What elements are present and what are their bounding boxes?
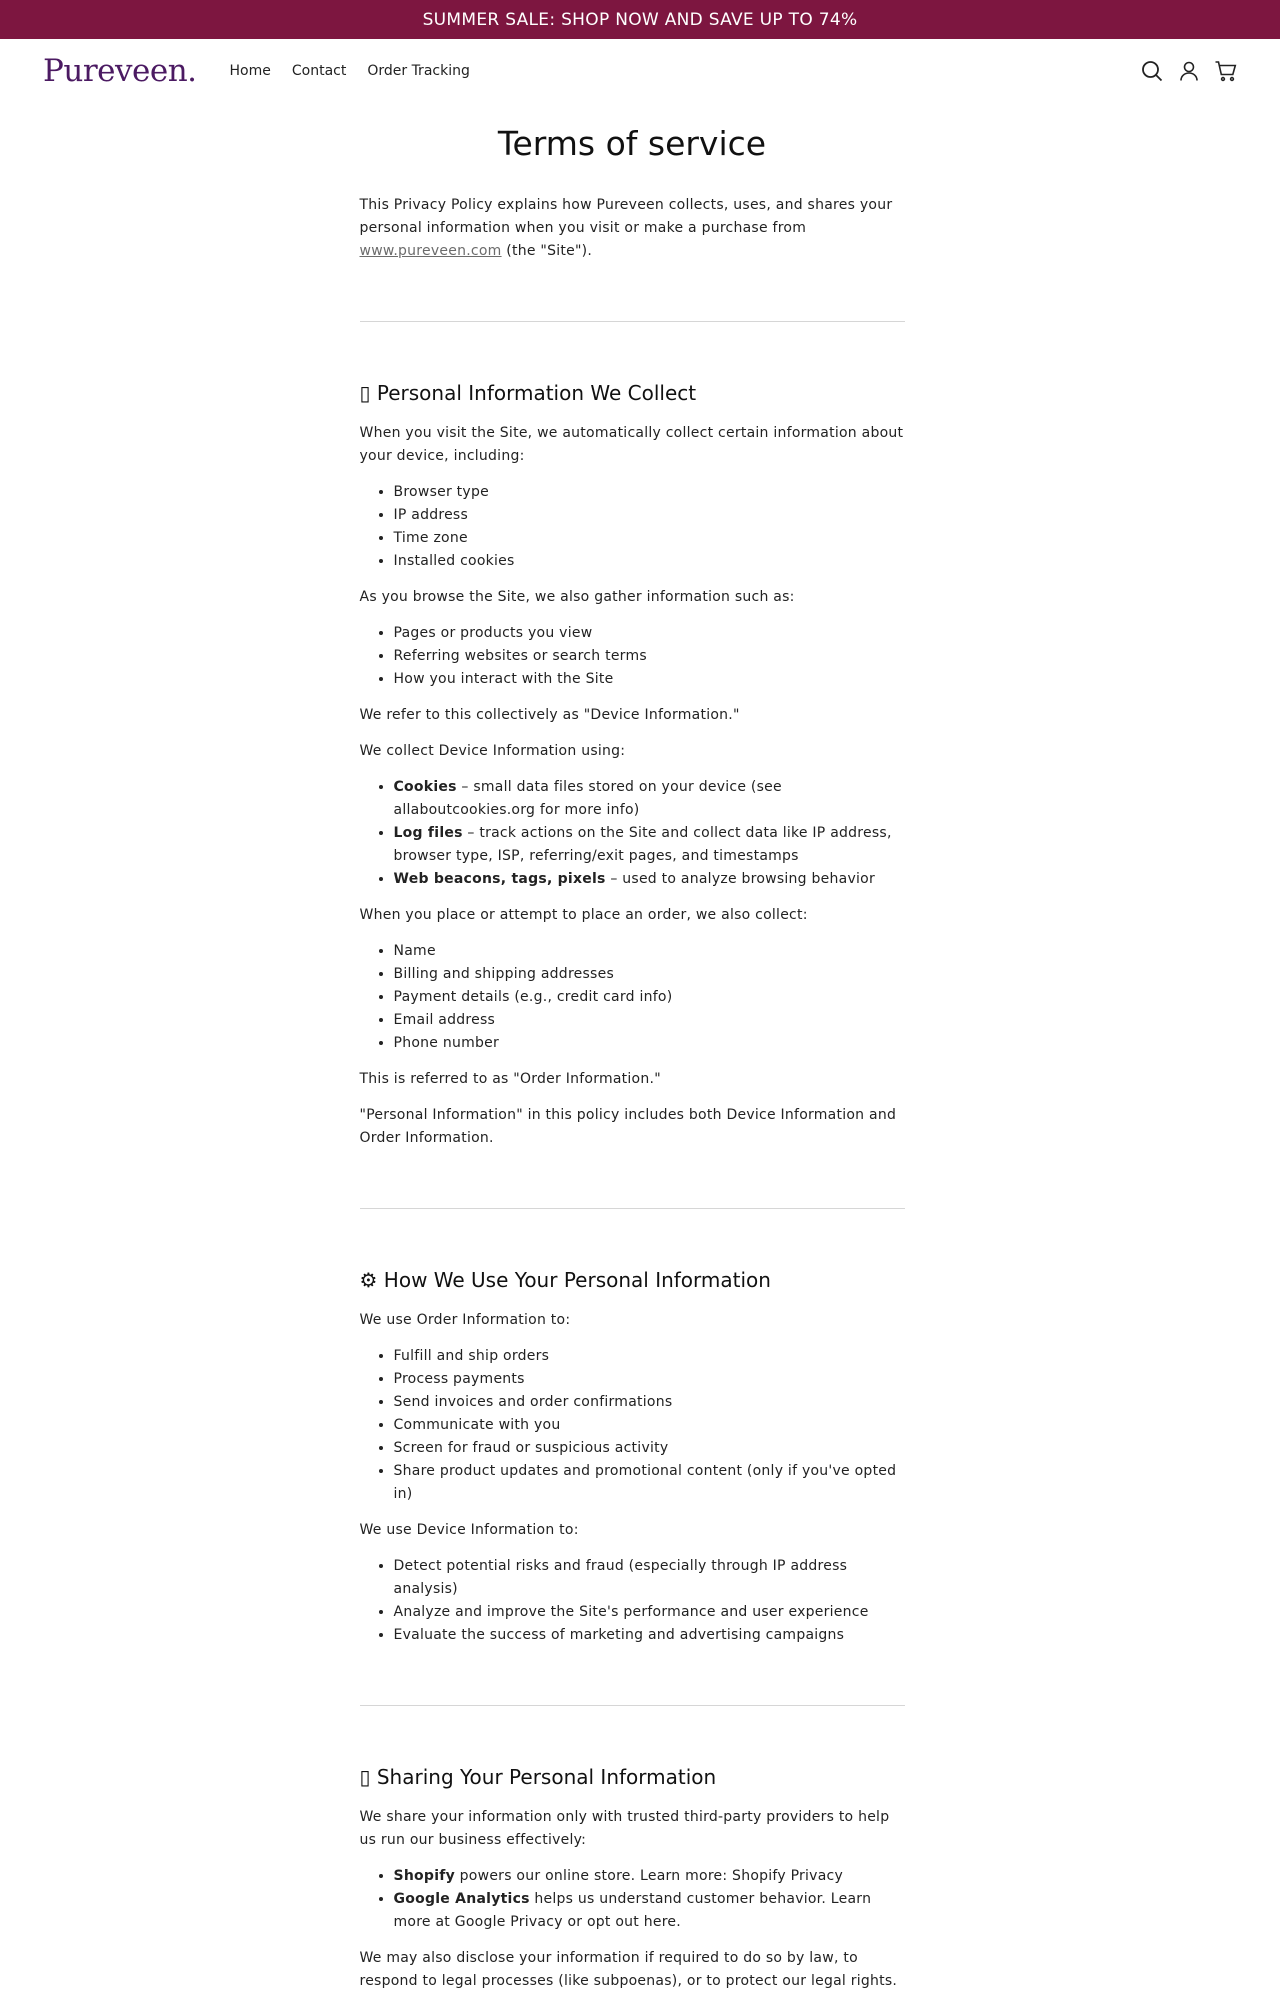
list-item-term: Log files <box>393 825 463 841</box>
list-collection-methods <box>377 776 905 891</box>
list-device-info <box>377 481 905 573</box>
terms-page <box>360 124 905 1993</box>
intro-paragraph <box>360 194 905 263</box>
list-item-term: Web beacons, tags, pixels <box>393 871 606 887</box>
section-divider <box>360 1208 905 1209</box>
list-item: • Email address <box>394 1009 905 1032</box>
list-item: • Installed cookies <box>394 550 905 573</box>
section-how-we-use <box>360 1267 905 1647</box>
list-item: • Name <box>394 940 905 963</box>
list-item: • IP address <box>394 504 905 527</box>
list-item-text: helps us understand customer behavior. Learn more at Google Privacy or opt out here. <box>393 1891 872 1930</box>
main-nav <box>230 63 491 79</box>
list-item-text: – used to analyze browsing behavior <box>605 871 875 887</box>
header-icons <box>1140 59 1238 83</box>
list-item-term: Shopify <box>393 1868 455 1884</box>
site-logo[interactable]: Pureveen. <box>43 53 197 89</box>
section-divider <box>360 1705 905 1706</box>
paragraph: We collect Device Information using: <box>359 743 626 759</box>
section-heading: ⚙ How We Use Your Personal Information <box>359 1268 771 1292</box>
list-item-term: Google Analytics <box>393 1891 530 1907</box>
search-icon[interactable] <box>1140 59 1164 83</box>
list-item: • Referring websites or search terms <box>394 645 905 668</box>
section-heading: ▯ Personal Information We Collect <box>359 381 697 405</box>
paragraph: We refer to this collectively as "Device Information." <box>359 707 740 723</box>
section-heading: ▯ Sharing Your Personal Information <box>359 1765 717 1789</box>
list-item: • Payment details (e.g., credit card info) <box>394 986 905 1009</box>
section-personal-information <box>360 380 905 1150</box>
list-browse-info <box>377 622 905 691</box>
list-item: • Analyze and improve the Site's performance and user experience <box>394 1601 905 1624</box>
list-item: • Detect potential risks and fraud (especially through IP address analysis) <box>394 1555 905 1601</box>
cart-icon[interactable] <box>1214 59 1238 83</box>
paragraph: "Personal Information" in this policy includes both Device Information and Order Information. <box>359 1107 897 1146</box>
intro-text-end: (the "Site"). <box>501 243 593 259</box>
list-item <box>394 1888 905 1934</box>
list-item: • How you interact with the Site <box>394 668 905 691</box>
account-icon[interactable] <box>1177 59 1201 83</box>
list-item: • Billing and shipping addresses <box>394 963 905 986</box>
intro-text: This Privacy Policy explains how Pureveen collects, uses, and shares your personal information when you visit or make a purchase from <box>359 197 893 236</box>
list-item: • Phone number <box>394 1032 905 1055</box>
nav-contact[interactable]: Contact <box>291 63 347 79</box>
list-item-text: – track actions on the Site and collect data like IP address, browser type, ISP, referring/exit pages, and timestamps <box>393 825 892 864</box>
list-order-info <box>377 940 905 1055</box>
paragraph: We may also disclose your information if required to do so by law, to respond to legal processes (like subpoenas), or to protect our legal rights. <box>359 1950 898 1989</box>
list-item: • Fulfill and ship orders <box>394 1345 905 1368</box>
site-link[interactable]: www.pureveen.com <box>359 243 502 259</box>
paragraph: This is referred to as "Order Information." <box>359 1071 661 1087</box>
announcement-bar[interactable] <box>0 0 1280 39</box>
announcement-text: SUMMER SALE: SHOP NOW AND SAVE UP TO 74% <box>422 9 858 30</box>
list-item-text: – small data files stored on your device (see allaboutcookies.org for more info) <box>393 779 782 818</box>
list-item: • Share product updates and promotional content (only if you've opted in) <box>394 1460 905 1506</box>
paragraph: As you browse the Site, we also gather information such as: <box>359 589 795 605</box>
list-item: • Pages or products you view <box>394 622 905 645</box>
list-item: • Screen for fraud or suspicious activity <box>394 1437 905 1460</box>
list-item: • Communicate with you <box>394 1414 905 1437</box>
paragraph: When you visit the Site, we automatically collect certain information about your device, including: <box>359 425 904 464</box>
paragraph: We use Device Information to: <box>359 1522 579 1538</box>
list-item: • Browser type <box>394 481 905 504</box>
paragraph: When you place or attempt to place an order, we also collect: <box>359 907 808 923</box>
section-sharing <box>360 1764 905 1993</box>
nav-home[interactable]: Home <box>229 63 271 79</box>
page-title: Terms of service <box>497 124 767 163</box>
list-item <box>394 776 905 822</box>
section-divider <box>360 321 905 322</box>
list-item: • Send invoices and order confirmations <box>394 1391 905 1414</box>
list-item: • Time zone <box>394 527 905 550</box>
list-item: • Process payments <box>394 1368 905 1391</box>
list-item <box>394 822 905 868</box>
list-item-term: Cookies <box>393 779 457 795</box>
nav-order-tracking[interactable]: Order Tracking <box>367 63 470 79</box>
paragraph: We use Order Information to: <box>359 1312 571 1328</box>
list-item <box>394 1865 905 1888</box>
paragraph: We share your information only with trusted third-party providers to help us run our business effectively: <box>359 1809 890 1848</box>
list-item <box>394 868 905 891</box>
site-header <box>0 39 1280 103</box>
list-order-uses <box>377 1345 905 1506</box>
list-item: • Evaluate the success of marketing and advertising campaigns <box>394 1624 905 1647</box>
list-third-parties <box>377 1865 905 1934</box>
list-device-uses <box>377 1555 905 1647</box>
list-item-text: powers our online store. Learn more: Shopify Privacy <box>454 1868 844 1884</box>
